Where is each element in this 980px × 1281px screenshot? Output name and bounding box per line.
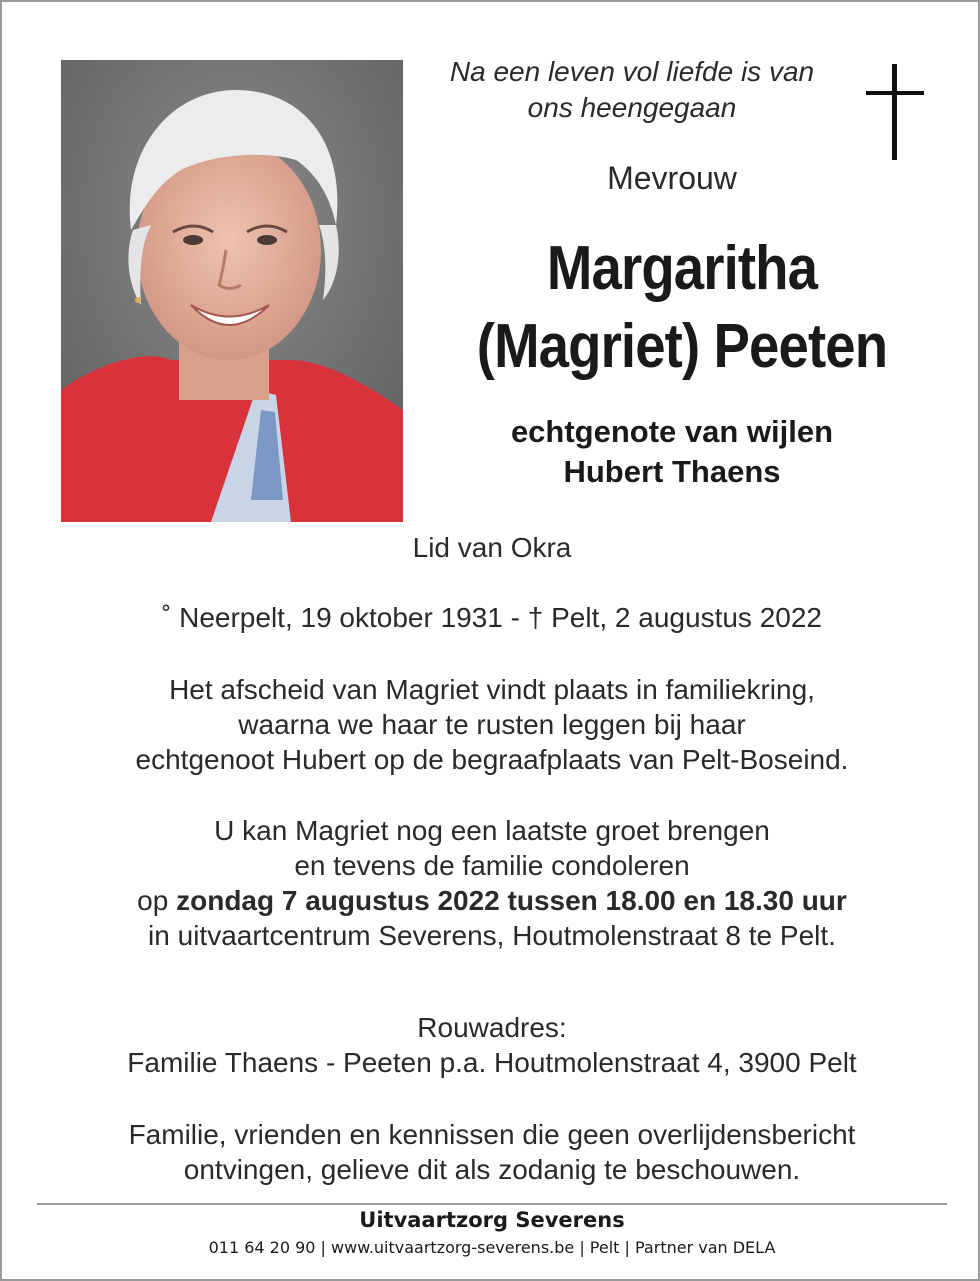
honorific: Mevrouw xyxy=(607,160,737,196)
portrait-photo xyxy=(61,60,403,522)
farewell-line: waarna we haar te rusten leggen bij haar xyxy=(238,709,746,740)
visitation-paragraph xyxy=(22,813,962,953)
mourning-address xyxy=(22,1010,962,1080)
intro-line-2: ons heengegaan xyxy=(527,92,737,123)
intro-line-1: Na een leven vol liefde is van xyxy=(449,56,815,87)
address-label: Rouwadres: xyxy=(417,1012,567,1043)
spouse-line-2: Hubert Thaens xyxy=(563,454,781,489)
notice-line: ontvingen, gelieve dit als zodanig te beschouwen. xyxy=(183,1154,801,1185)
footer-divider xyxy=(37,1203,947,1205)
address-value: Familie Thaens - Peeten p.a. Houtmolenstraat 4, 3900 Pelt xyxy=(127,1047,857,1078)
spouse-text xyxy=(442,412,902,492)
intro-text xyxy=(422,54,842,126)
farewell-paragraph xyxy=(22,672,962,777)
name-line-2: (Magriet) Peeten xyxy=(476,312,888,381)
birth-death-dates: ˚ Neerpelt, 19 oktober 1931 - † Pelt, 2 augustus 2022 xyxy=(162,602,822,633)
visitation-datetime: zondag 7 augustus 2022 tussen 18.00 en 18.30 uur xyxy=(176,885,847,916)
notice-line: Familie, vrienden en kennissen die geen overlijdensbericht xyxy=(128,1119,856,1150)
visitation-line-1: U kan Magriet nog een laatste groet brengen xyxy=(214,815,770,846)
farewell-line: Het afscheid van Magriet vindt plaats in familiekring, xyxy=(169,674,815,705)
farewell-line: echtgenoot Hubert op de begraafplaats van Pelt-Boseind. xyxy=(135,744,849,775)
visitation-line-4: in uitvaartcentrum Severens, Houtmolenstraat 8 te Pelt. xyxy=(148,920,836,951)
visitation-line-3 xyxy=(22,883,962,918)
visitation-line-2: en tevens de familie condoleren xyxy=(294,850,690,881)
membership-text: Lid van Okra xyxy=(412,532,572,563)
deceased-name xyxy=(453,230,911,386)
funeral-home-name: Uitvaartzorg Severens xyxy=(359,1208,625,1232)
spouse-line-1: echtgenote van wijlen xyxy=(510,414,834,449)
name-line-1: Margaritha xyxy=(546,234,818,303)
latin-cross-icon xyxy=(866,64,924,160)
funeral-home-contact: 011 64 20 90 | www.uitvaartzorg-severens.be | Pelt | Partner van DELA xyxy=(208,1238,776,1257)
visitation-prefix: op xyxy=(137,885,177,916)
notice-paragraph xyxy=(22,1117,962,1187)
